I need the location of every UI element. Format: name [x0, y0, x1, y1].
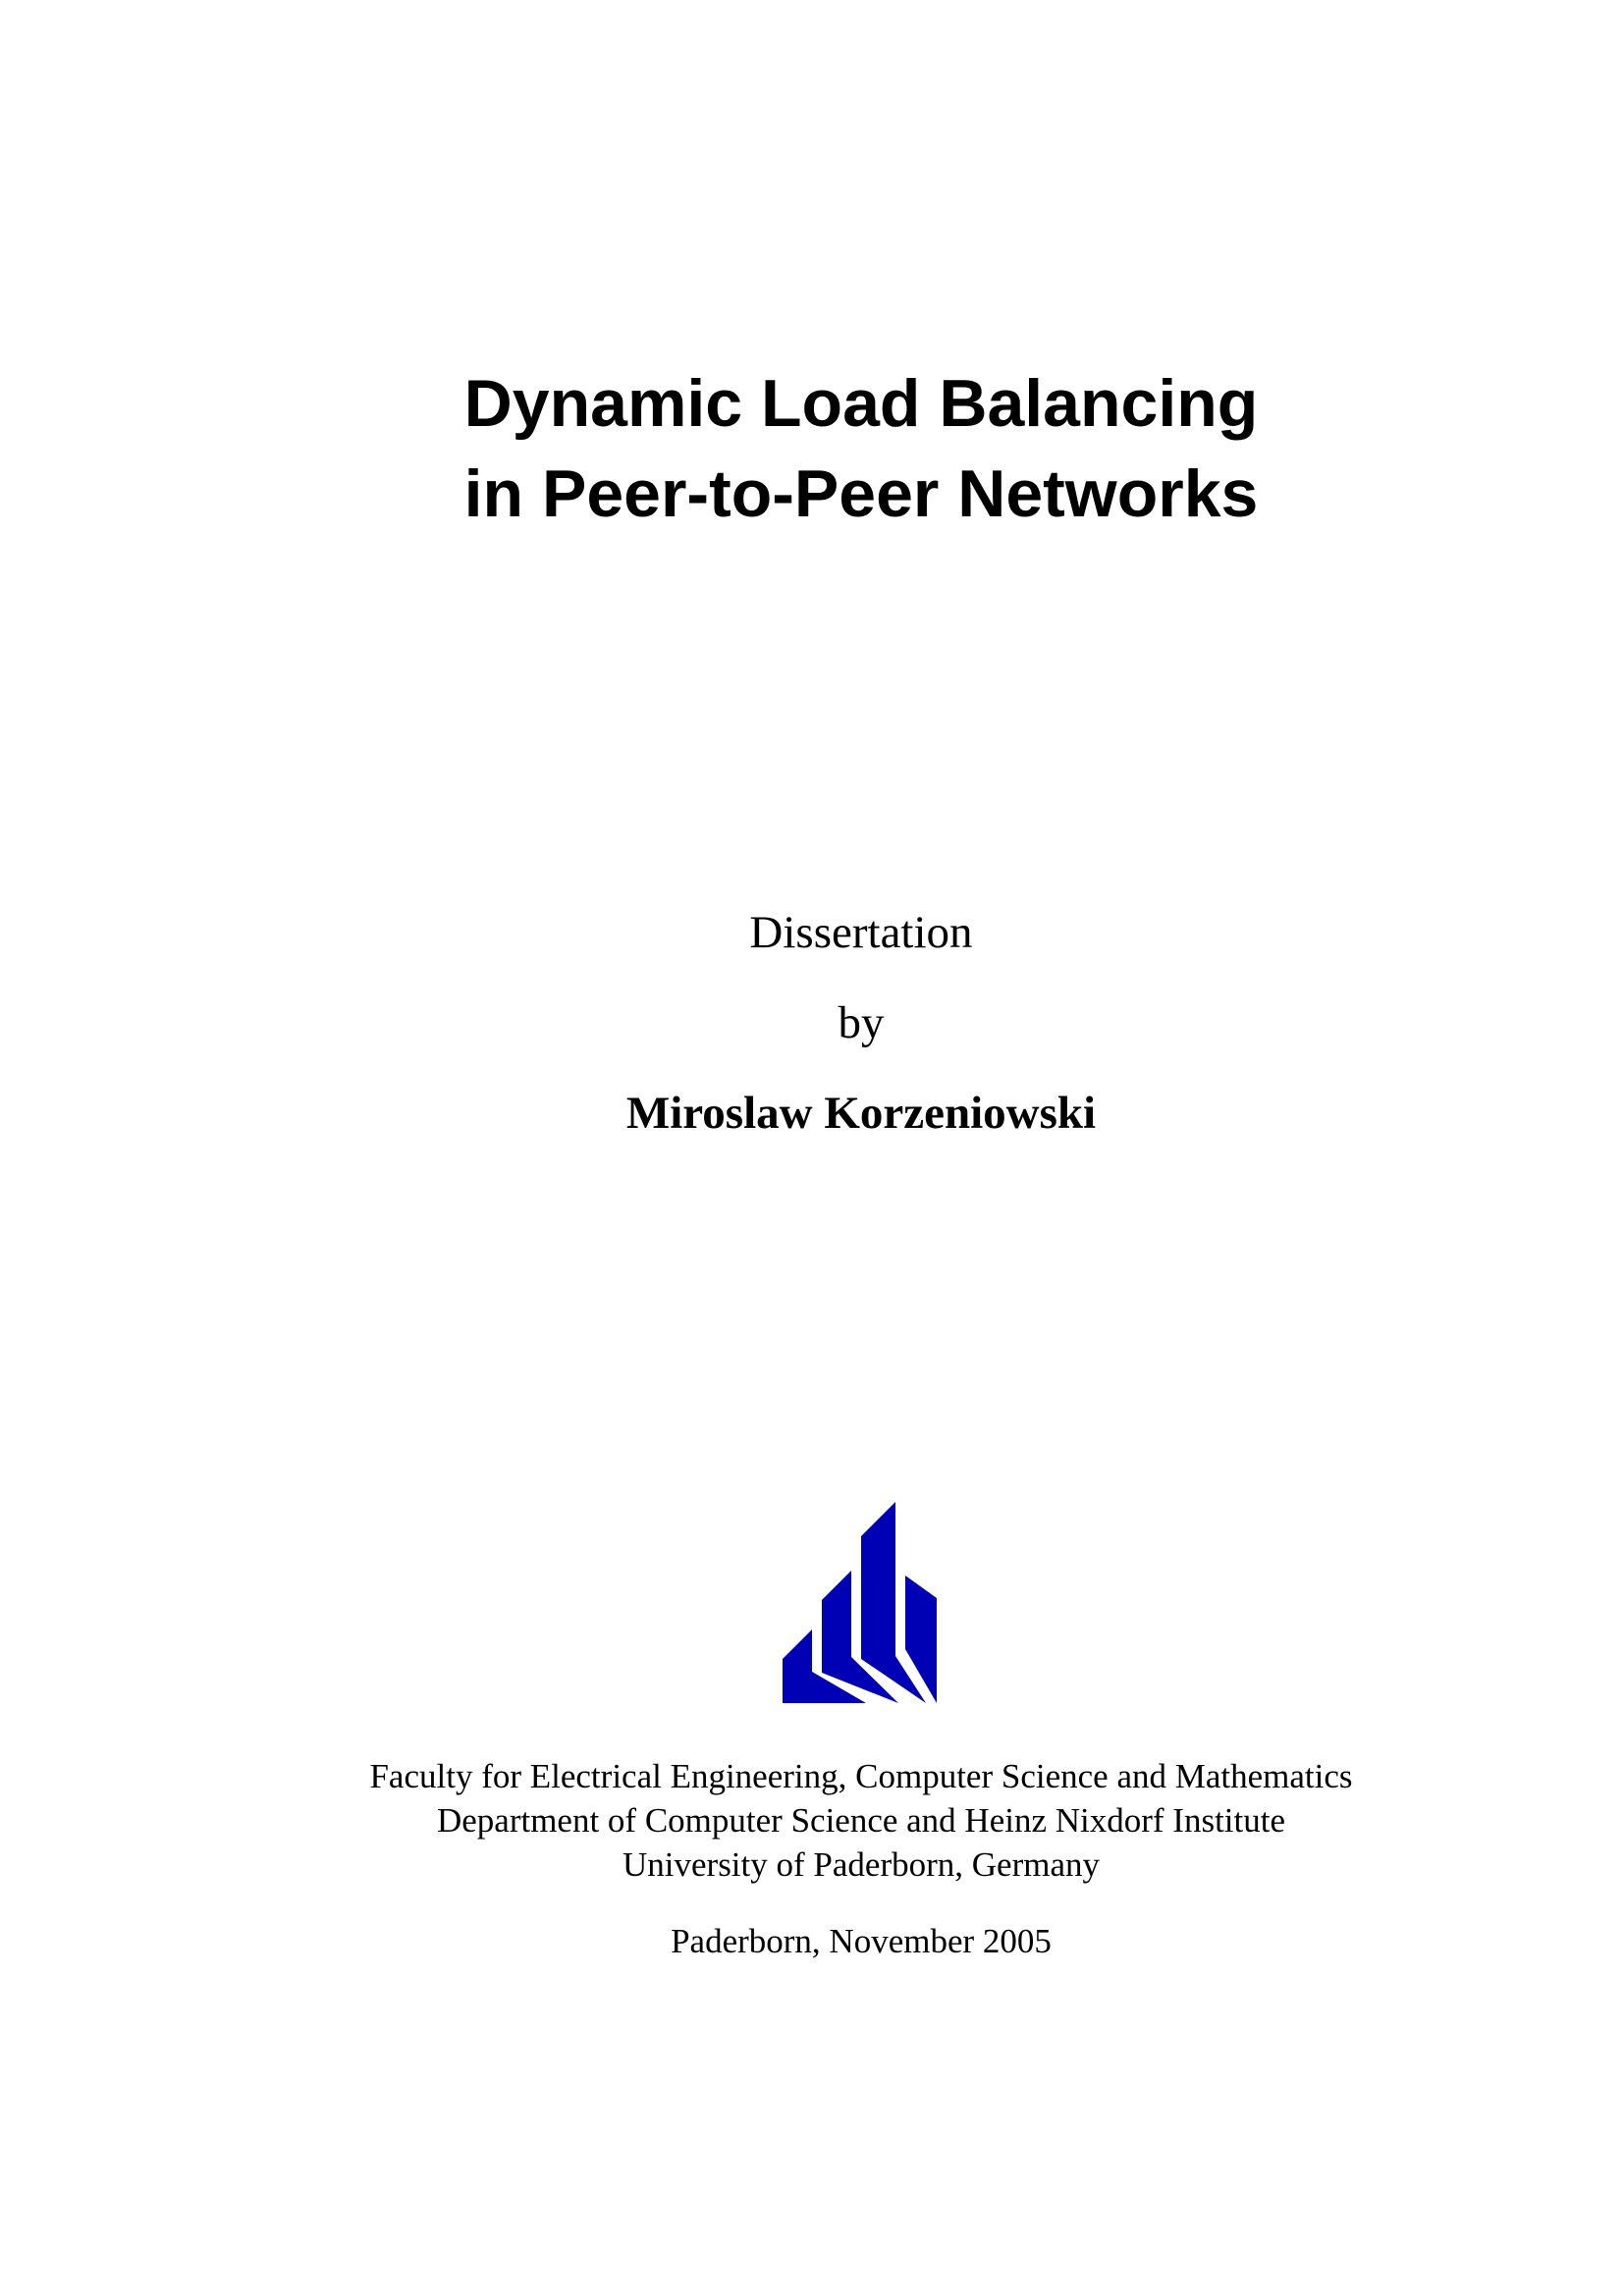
title-line-1: Dynamic Load Balancing	[463, 366, 1259, 441]
document-title	[0, 358, 1624, 539]
faculty-line: Faculty for Electrical Engineering, Computer Science and Mathematics	[369, 1757, 1353, 1795]
affiliation-block	[0, 1754, 1624, 1887]
author-name: Miroslaw Korzeniowski	[625, 1088, 1097, 1139]
university-logo-icon	[783, 1502, 940, 1703]
department-line: Department of Computer Science and Heinz Nixdorf Institute	[436, 1801, 1286, 1840]
document-type: Dissertation	[749, 907, 973, 958]
university-line: University of Paderborn, Germany	[623, 1845, 1100, 1884]
by-label: by	[838, 997, 885, 1048]
title-line-2: in Peer-to-Peer Networks	[463, 456, 1259, 531]
place-and-date: Paderborn, November 2005	[671, 1922, 1052, 1960]
